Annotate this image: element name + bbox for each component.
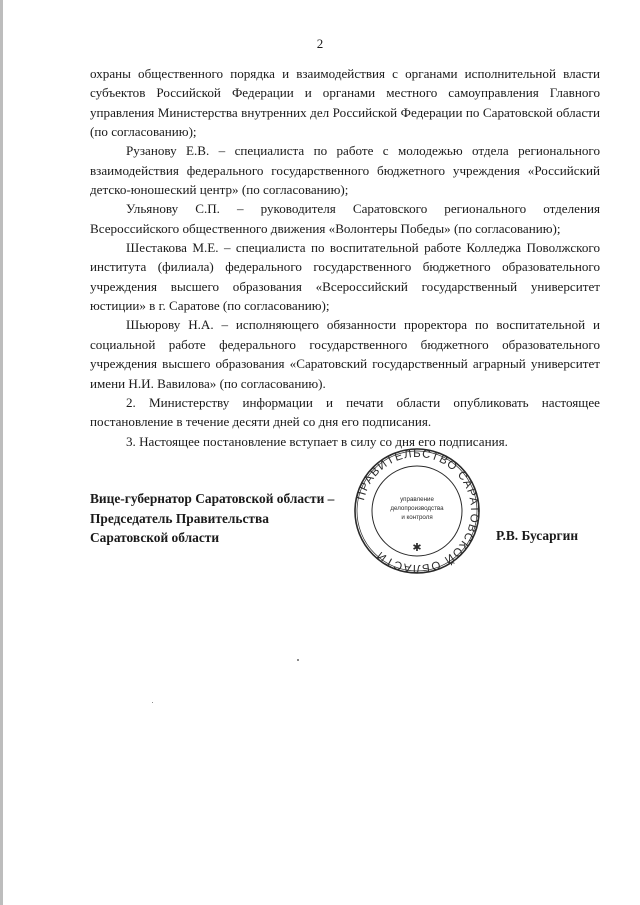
seal-star-icon: ✱ <box>412 542 422 554</box>
paragraph-item-2: 2. Министерству информации и печати области опубликовать настоящее постановление в течение десяти дней со дня его подписания. <box>90 394 600 430</box>
paragraph-ulyanova: Ульянову С.П. – руководителя Саратовского регионального отделения Всероссийского общественного движения «Волонтеры Победы» (по согласованию); <box>90 201 600 236</box>
seal-inner-text-2: делопроизводства <box>390 505 444 512</box>
seal-inner-text-1: управление <box>400 496 434 503</box>
official-seal-stamp <box>352 446 482 576</box>
signature-title-line-3: Саратовской области <box>90 530 220 545</box>
seal-outer-text: ПРАВИТЕЛЬСТВО САРАТОВСКОЙ ОБЛАСТИ <box>355 447 481 575</box>
page-number: 2 <box>316 36 324 51</box>
seal-inner-text-3: и контроля <box>401 514 433 521</box>
scan-speck <box>297 659 299 661</box>
paragraph-shyurova: Шьюрову Н.А. – исполняющего обязанности проректора по воспитательной и социальной работе федерального государственного бюджетного образовательного учреждения высшего образования «Саратовский государственный аграрный университет имени Н.И. Вавилова» (по согласованию). <box>90 317 600 391</box>
document-body <box>90 64 600 451</box>
scan-edge <box>0 0 3 905</box>
signatory-name: Р.В. Бусаргин <box>496 528 579 543</box>
signature-title-block <box>90 489 334 548</box>
signature-title-line-1: Вице-губернатор Саратовской области – <box>90 491 335 506</box>
signature-title-line-2: Председатель Правительства <box>90 510 269 526</box>
paragraph-continuation: охраны общественного порядка и взаимодействия с органами исполнительной власти субъектов Российской Федерации и органами местного самоуправления Главного управления Министерства внутренних дел Российской Федерации по Саратовской области (по согласованию); <box>90 66 600 140</box>
paragraph-shestakov: Шестакова М.Е. – специалиста по воспитательной работе Колледжа Поволжского института (филиала) федерального государственного бюджетного образовательного учреждения высшего образования «Всероссийский государственный университет юстиции» в г. Саратове (по согласованию); <box>90 240 600 314</box>
paragraph-ruzanova: Рузанову Е.В. – специалиста по работе с молодежью отдела регионального взаимодействия федерального государственного бюджетного учреждения «Российский детско-юношеский центр» (по согласованию); <box>90 143 600 198</box>
paragraph-item-3: 3. Настоящее постановление вступает в силу со дня его подписания. <box>126 433 508 449</box>
scan-speck <box>152 702 153 703</box>
